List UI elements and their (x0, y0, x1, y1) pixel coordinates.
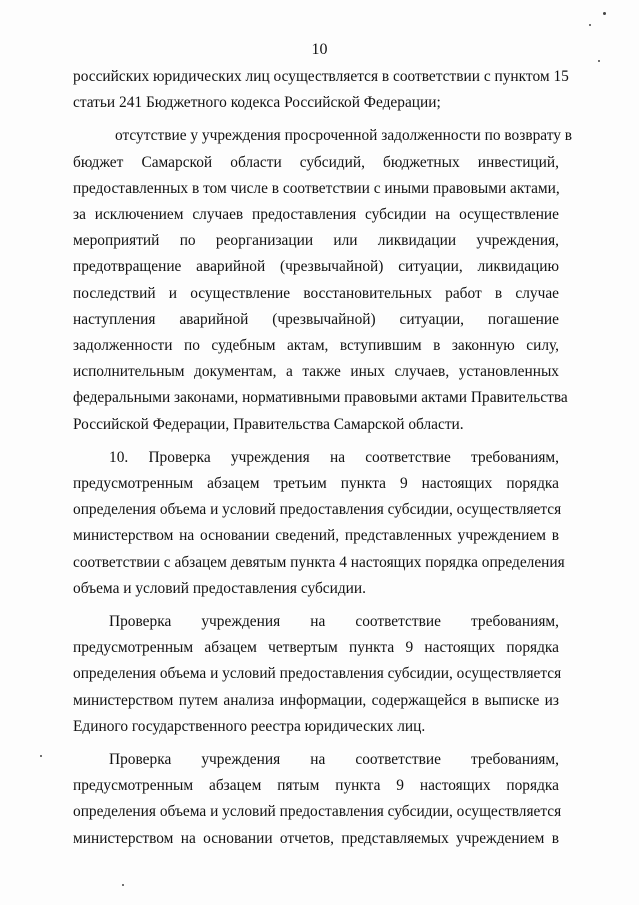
text-line: мероприятий по реорганизации или ликвидации учреждения, (73, 232, 559, 250)
page-number: 10 (311, 41, 328, 58)
text-line: Проверка учреждения на соответствие требованиям, (109, 613, 559, 631)
text-line: исполнительным документам, а также иных случаев, установленных (73, 363, 559, 381)
text-line: министерством путем анализа информации, содержащейся в выписке из (73, 691, 559, 709)
text-line: предусмотренным абзацем третьим пункта 9 настоящих порядка (73, 475, 559, 493)
scan-speck (603, 12, 606, 15)
text-line: за исключением случаев предоставления субсидии на осуществление (73, 206, 559, 224)
text-line: Проверка учреждения на соответствие требованиям, (109, 751, 559, 769)
text-line: федеральными законами, нормативными правовыми актами Правительства (73, 389, 568, 407)
text-line: определения объема и условий предоставления субсидии, осуществляется (73, 501, 562, 519)
scan-speck (589, 24, 591, 26)
text-line: последствий и осуществление восстановительных работ в случае (73, 284, 559, 302)
text-line: объема и условий предоставления субсидии. (73, 579, 367, 597)
paragraph (73, 123, 573, 437)
paragraph (73, 445, 565, 602)
text-line: наступления аварийной (чрезвычайной) ситуации, погашение (73, 310, 559, 328)
text-line: Российской Федерации, Правительства Самарской области. (73, 415, 464, 433)
text-line: статьи 241 Бюджетного кодекса Российской Федерации; (73, 94, 441, 112)
text-line: соответствии с абзацем девятым пункта 4 настоящих порядка определения (73, 553, 565, 571)
scan-speck (598, 60, 600, 62)
text-line: бюджет Самарской области субсидий, бюджетных инвестиций, (73, 153, 559, 171)
text-line: министерством на основании отчетов, представляемых учреждением в (73, 829, 559, 847)
paragraph (73, 747, 562, 852)
paragraph (73, 64, 569, 116)
paragraph (73, 609, 562, 740)
text-line: 10. Проверка учреждения на соответствие требованиям, (109, 448, 559, 466)
text-line: российских юридических лиц осуществляется в соответствии с пунктом 15 (73, 68, 569, 85)
document-body (73, 64, 573, 852)
text-line: Единого государственного реестра юридических лиц. (73, 717, 426, 735)
text-line: определения объема и условий предоставления субсидии, осуществляется (73, 665, 562, 683)
text-line: задолженности по судебным актам, вступившим в законную силу, (73, 337, 559, 355)
text-line: предотвращение аварийной (чрезвычайной) ситуации, ликвидацию (73, 258, 559, 276)
text-line: предусмотренным абзацем пятым пункта 9 настоящих порядка (73, 777, 559, 795)
scan-speck (122, 884, 124, 886)
text-line: министерством на основании сведений, представленных учреждением в (73, 527, 559, 545)
scan-speck (40, 755, 42, 757)
text-line: отсутствие у учреждения просроченной задолженности по возврату в (115, 127, 573, 145)
text-line: определения объема и условий предоставления субсидии, осуществляется (73, 803, 562, 821)
text-line: предоставленных в том числе в соответствии с иными правовыми актами, (73, 179, 560, 197)
text-line: предусмотренным абзацем четвертым пункта 9 настоящих порядка (73, 639, 559, 657)
